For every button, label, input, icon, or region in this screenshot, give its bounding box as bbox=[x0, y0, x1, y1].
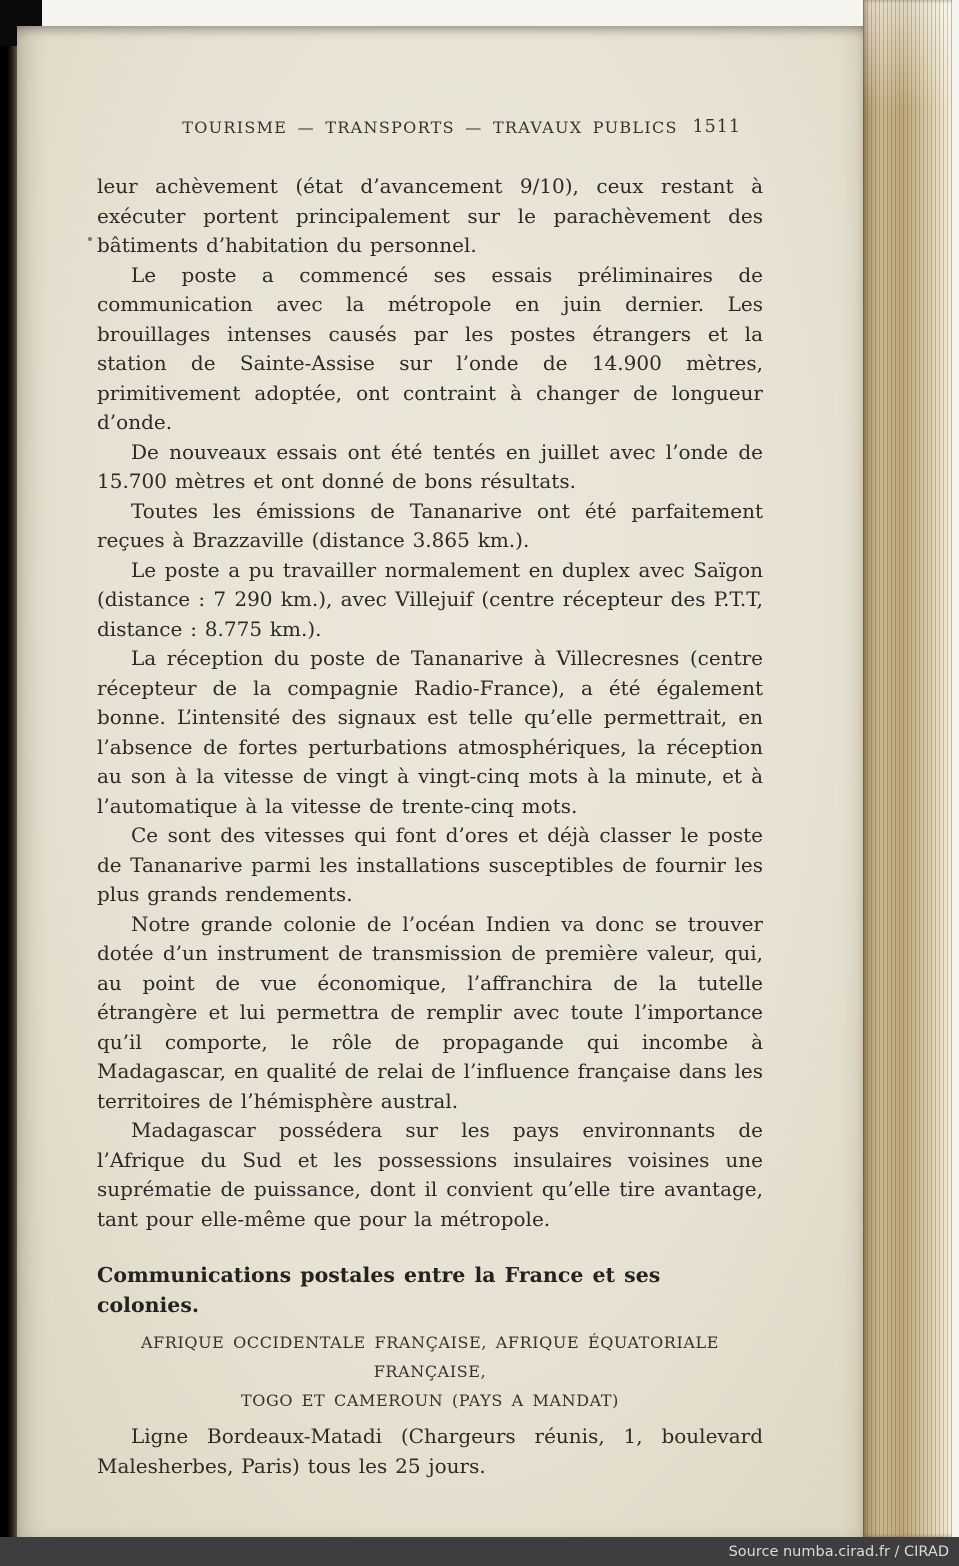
paragraph: La réception du poste de Tananarive à Villecresnes (centre récepteur de la compagnie Radio-France), a été également bonne. L’intensité des signaux est telle qu’elle permettrait, en l’absence de fortes perturbations atmosphériques, la réception au son à la vitesse de vingt à vingt-cinq mots à la minute, et à l’automatique à la vitesse de trente-cinq mots. bbox=[97, 646, 763, 818]
paragraph: Le poste a commencé ses essais préliminaires de communication avec la métropole en juin dernier. Les brouillages intenses causés par les postes étrangers et la station de Sainte-Assise sur l’onde de 14.900 mètres, primitivement adoptée, ont contraint à changer de longueur d’onde. bbox=[97, 262, 763, 434]
paragraph: Ce sont des vitesses qui font d’ores et déjà classer le poste de Tananarive parmi les installations susceptibles de fournir les plus grands rendements. bbox=[97, 823, 763, 906]
paragraph: leur achèvement (état d’avancement 9/10), ceux restant à exécuter portent principalement sur le parachèvement des bâtiments d’habitation du personnel. bbox=[97, 174, 763, 257]
paragraph: Ligne Bordeaux-Matadi (Chargeurs réunis, 1, boulevard Malesherbes, Paris) tous les 25 jours. bbox=[97, 1424, 763, 1478]
running-title: TOURISME — TRANSPORTS — TRAVAUX PUBLICS bbox=[182, 118, 678, 137]
book-page-edges bbox=[863, 0, 952, 1537]
subheading-line-2: TOGO ET CAMEROUN (PAYS A MANDAT) bbox=[240, 1391, 620, 1410]
paragraph: Notre grande colonie de l’océan Indien va donc se trouver dotée d’un instrument de transmission de première valeur, qui, au point de vue économique, l’affranchira de la tutelle étrangère et lui permettra de remplir avec toute l’importance qu’il comporte, le rôle de propagande qui incombe à Madagascar, en qualité de relai de l’influence française dans les territoires de l’hémisphère austral. bbox=[97, 911, 763, 1113]
subheading-line-1: AFRIQUE OCCIDENTALE FRANÇAISE, AFRIQUE ÉQUATORIALE FRANÇAISE, bbox=[140, 1333, 720, 1381]
book-binding bbox=[0, 0, 17, 1537]
source-bar bbox=[0, 1537, 959, 1566]
section-heading: Communications postales entre la France et ses colonies. bbox=[97, 1263, 661, 1317]
page-paper bbox=[17, 26, 863, 1537]
paragraph: De nouveaux essais ont été tentés en juillet avec l’onde de 15.700 mètres et ont donné de bons résultats. bbox=[97, 439, 763, 493]
page-number: 1511 bbox=[692, 117, 741, 137]
section-subheading bbox=[97, 1328, 763, 1415]
paragraph: Toutes les émissions de Tananarive ont été parfaitement reçues à Brazzaville (distance 3.865 km.). bbox=[97, 498, 763, 552]
source-credit: Source numba.cirad.fr / CIRAD bbox=[728, 1543, 949, 1560]
page-header bbox=[97, 118, 763, 140]
scan-speck bbox=[88, 237, 92, 241]
paragraph: Le poste a pu travailler normalement en duplex avec Saïgon (distance : 7 290 km.), avec Villejuif (centre récepteur des P.T.T, distance : 8.775 km.). bbox=[97, 557, 763, 641]
paragraph: Madagascar possédera sur les pays environnants de l’Afrique du Sud et les possessions insulaires voisines une suprématie de puissance, dont il convient qu’elle tire avantage, tant pour elle-même que pour la métropole. bbox=[97, 1118, 763, 1231]
body-text bbox=[97, 172, 763, 1234]
